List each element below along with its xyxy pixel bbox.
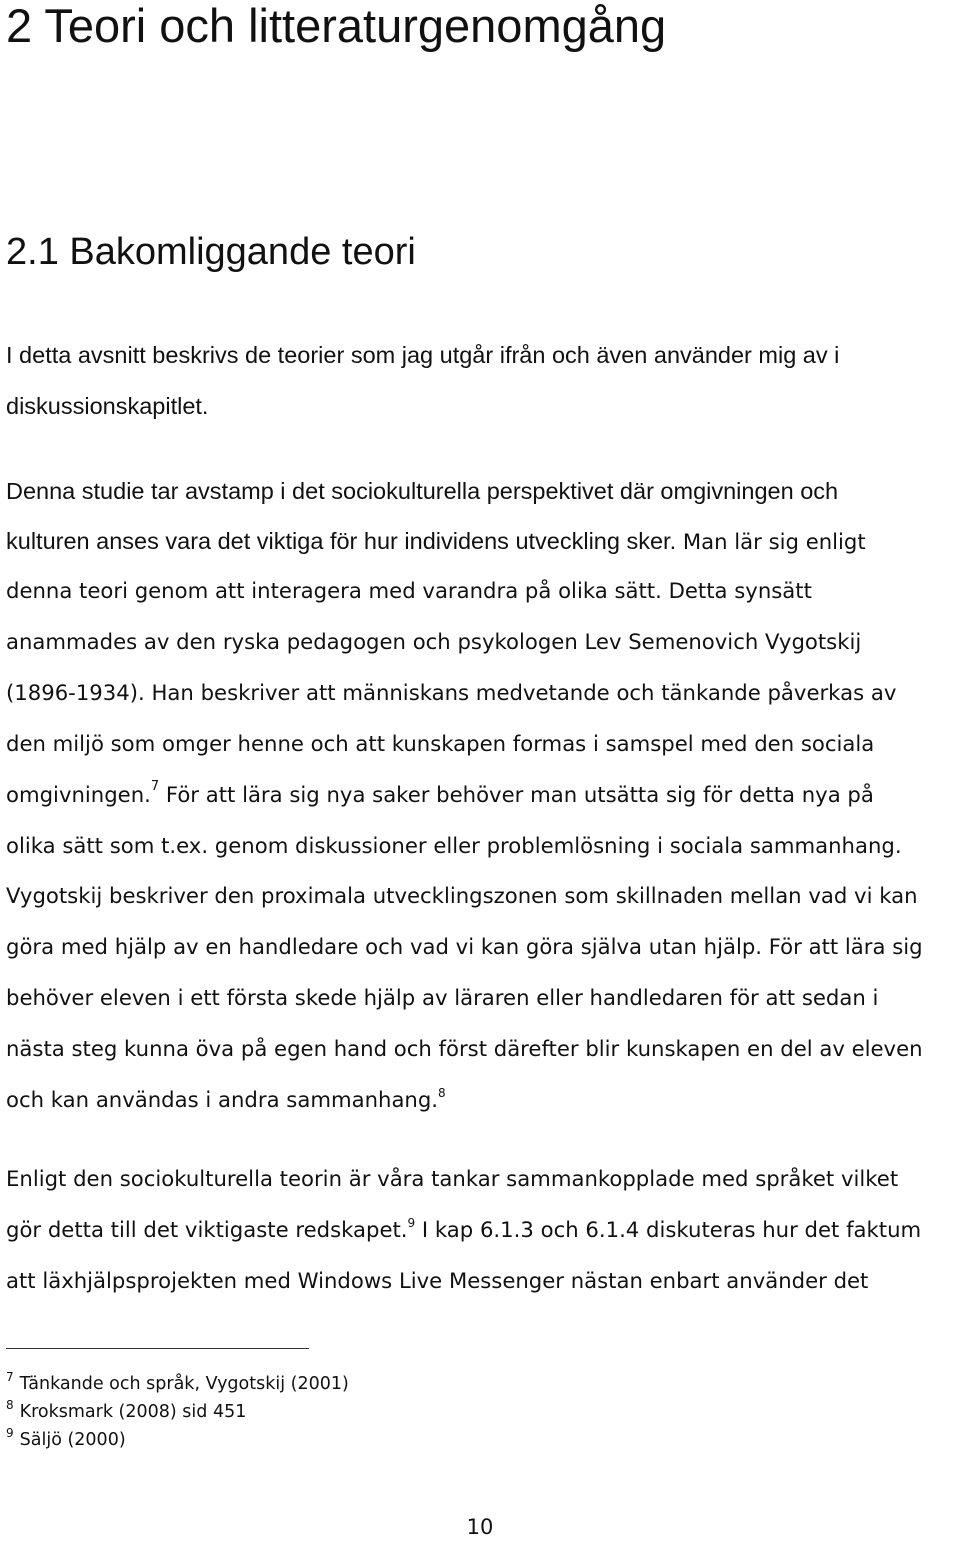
para1-line-1: Denna studie tar avstamp i det sociokulturella perspektivet där omgivningen och: [6, 478, 839, 504]
para1-line-2: [6, 526, 866, 557]
footnote-8-number: 8: [6, 1398, 14, 1412]
section-heading: 2.1 Bakomliggande teori: [6, 231, 416, 273]
footnote-7-number: 7: [6, 1370, 14, 1384]
para1-line-7-rest: För att lära sig nya saker behöver man utsätta sig för detta nya på: [159, 782, 874, 807]
para1-line-13: [6, 1085, 446, 1118]
footnote-9-text: Säljö (2000): [19, 1430, 126, 1450]
para1-line-8: olika sätt som t.ex. genom diskussioner eller problemlösning i sociala sammanhang.: [6, 833, 902, 858]
para1-line-6: den miljö som omger henne och att kunskapen formas i samspel med den sociala: [6, 731, 875, 756]
para1-line-9: Vygotskij beskriver den proximala utvecklingszonen som skillnaden mellan vad vi kan: [6, 883, 918, 908]
para1-line-2-text: kulturen anses vara det viktiga för hur individens utveckling sker.: [6, 528, 677, 554]
para1-line-11: behöver eleven i ett första skede hjälp av läraren eller handledaren för att sedan i: [6, 985, 879, 1010]
para1-line-3: [6, 576, 812, 606]
para1-line-13-text: och kan användas i andra sammanhang.: [6, 1087, 439, 1112]
footnote-8-text: Kroksmark (2008) sid 451: [19, 1402, 247, 1422]
para1-line-5-rest: Han beskriver att människans medvetande och tänkande påverkas av: [144, 680, 897, 705]
para2-line-1: Enligt den sociokulturella teorin är våra tankar sammankopplade med språket vilket: [6, 1166, 899, 1191]
para1-line-5: [6, 678, 896, 708]
para1-line-3-rest: Detta synsätt: [661, 578, 812, 603]
footnote-9: [6, 1428, 126, 1453]
para1-line-10: göra med hjälp av en handledare och vad vi kan göra själva utan hjälp. För att lära sig: [6, 934, 923, 959]
intro-line-2: diskussionskapitlet.: [6, 393, 209, 419]
footnote-separator: [6, 1348, 309, 1349]
para2-line-2: [6, 1215, 921, 1248]
para1-line-4: anammades av den ryska pedagogen och psykologen Lev Semenovich Vygotskij: [6, 629, 862, 654]
para1-line-5-text: (1896-1934).: [6, 680, 145, 705]
para1-line-2-rest: Man lär sig enligt: [676, 529, 866, 554]
footnote-9-number: 9: [6, 1426, 14, 1440]
footnote-ref-9: 9: [407, 1216, 416, 1230]
footnote-ref-8: 8: [438, 1086, 446, 1100]
footnote-8: [6, 1400, 246, 1425]
footnote-7: [6, 1372, 349, 1397]
para1-line-3-text: denna teori genom att interagera med varandra på olika sätt.: [6, 578, 662, 603]
para1-line-12: nästa steg kunna öva på egen hand och först därefter blir kunskapen en del av eleven: [6, 1036, 923, 1061]
para1-line-7: [6, 780, 874, 814]
para2-line-2-text: gör detta till det viktigaste redskapet.: [6, 1217, 408, 1242]
para2-line-2-rest: I kap 6.1.3 och 6.1.4 diskuteras hur det faktum: [415, 1217, 922, 1242]
footnote-7-text: Tänkande och språk, Vygotskij (2001): [19, 1374, 349, 1394]
para1-line-7-text: omgivningen.: [6, 782, 151, 807]
footnote-ref-7: 7: [150, 779, 160, 794]
chapter-heading: 2 Teori och litteraturgenomgång: [6, 0, 667, 52]
page-number: 10: [466, 1515, 494, 1539]
para2-line-3: att läxhjälpsprojekten med Windows Live Messenger nästan enbart använder det: [6, 1268, 869, 1293]
intro-line-1: I detta avsnitt beskrivs de teorier som jag utgår ifrån och även använder mig av i: [6, 342, 840, 368]
